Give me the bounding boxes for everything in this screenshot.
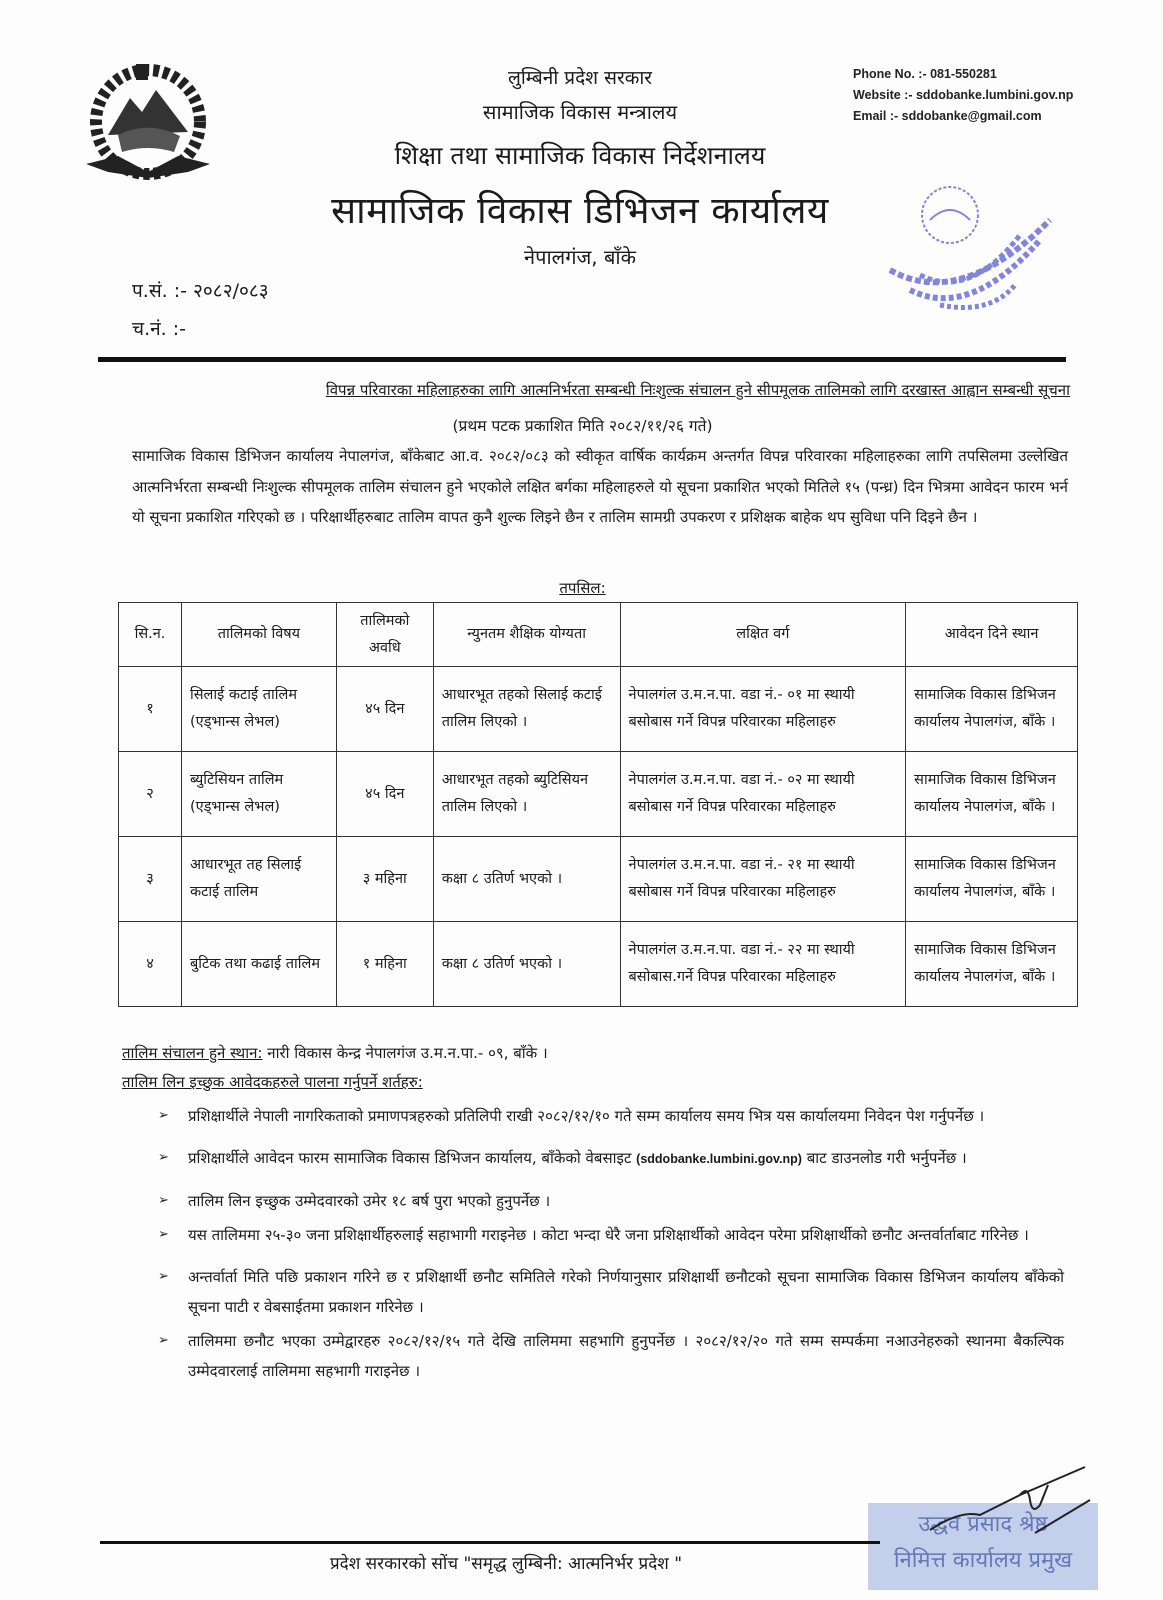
cell-application-place: सामाजिक विकास डिभिजन कार्यालय नेपालगंज, बाँके ।	[906, 752, 1078, 837]
col-header-target-group: लक्षित वर्ग	[620, 603, 906, 667]
cell-subject: आधारभूत तह सिलाई कटाई तालिम	[181, 837, 336, 922]
cell-duration: १ महिना	[336, 922, 433, 1007]
reference-number: प.सं. :- २०८२/०८३	[132, 280, 269, 302]
cell-duration: ४५ दिन	[336, 667, 433, 752]
cell-duration: ३ महिना	[336, 837, 433, 922]
table-header-row	[119, 603, 1078, 667]
arrow-bullet-icon: ➢	[158, 1193, 169, 1208]
dispatch-number: च.नं. :-	[132, 318, 186, 340]
cell-application-place: सामाजिक विकास डिभिजन कार्यालय नेपालगंज, बाँके ।	[906, 922, 1078, 1007]
table-row	[119, 837, 1078, 922]
table-row	[119, 752, 1078, 837]
training-venue-label: तालिम संचालन हुने स्थान:	[122, 1044, 263, 1062]
cell-duration: ४५ दिन	[336, 752, 433, 837]
term-text: प्रशिक्षार्थीले नेपाली नागरिकताको प्रमाणपत्रहरुको प्रतिलिपी राखी २०८२/१२/१० गते सम्म कार्यालय समय भित्र यस कार्यालयमा निवेदन पेश गर्नुपर्नेछ ।	[188, 1107, 985, 1125]
col-header-application-place: आवेदन दिने स्थान	[906, 603, 1078, 667]
cell-subject: बुटिक तथा कढाई तालिम	[181, 922, 336, 1007]
email-link[interactable]: Email :- sddobanke@gmail.com	[853, 109, 1042, 123]
term-text: अन्तर्वार्ता मिति पछि प्रकाशन गरिने छ र प्रशिक्षार्थी छनौट समितिले गरेको निर्णयानुसार प्रशिक्षार्थी छनौटको सूचना सामाजिक विकास डिभिजन कार्यालय बाँकेको सूचना पाटी र वेबसाईतमा प्रकाशन गरिनेछ ।	[188, 1268, 1064, 1316]
term-text: प्रशिक्षार्थीले आवेदन फारम सामाजिक विकास डिभिजन कार्यालय, बाँकेको वेबसाइट	[188, 1149, 637, 1167]
notice-body: सामाजिक विकास डिभिजन कार्यालय नेपालगंज, बाँकेबाट आ.व. २०८२/०८३ को स्वीकृत वार्षिक कार्यक्रम अन्तर्गत विपन्न परिवारका महिलाहरुका लागि तपसिलमा उल्लेखित आत्मनिर्भरता सम्बन्धी निःशुल्क सीपमूलक तालिम संचालन हुने भएकोले लक्षित बर्गका महिलाहरुले यो सूचना प्रकाशित भएको मितिले १५ (पन्ध्र) दिन भित्रमा आवेदन फारम भर्न यो सूचना प्रकाशित गरिएको छ । परिक्षार्थीहरुबाट तालिम वापत कुनै शुल्क लिइने छैन र तालिम सामग्री उपकरण र प्रशिक्षक बाहेक थप सुविधा पनि दिइने छैन ।	[132, 447, 1068, 526]
cell-application-place: सामाजिक विकास डिभिजन कार्यालय नेपालगंज, बाँके ।	[906, 667, 1078, 752]
signature-icon	[900, 1455, 1100, 1535]
list-item	[158, 1186, 1064, 1216]
website-link[interactable]: Website :- sddobanke.lumbini.gov.np	[853, 88, 1074, 102]
list-item	[158, 1262, 1064, 1322]
cell-sn: ४	[119, 922, 182, 1007]
table-row	[119, 922, 1078, 1007]
training-venue	[122, 1043, 548, 1063]
cell-qualification: कक्षा ८ उतिर्ण भएको ।	[433, 922, 620, 1007]
signatory-name: उद्धव प्रसाद श्रेष्ठ	[918, 1512, 1048, 1537]
training-schedule-table	[118, 602, 1078, 1007]
office-seal-stamp-icon	[880, 180, 1070, 330]
phone-number: Phone No. :- 081-550281	[853, 67, 997, 81]
first-published-date: (प्रथम पटक प्रकाशित मिति २०८२/११/२६ गते)	[452, 417, 713, 435]
training-venue-value: नारी विकास केन्द्र नेपालगंज उ.म.न.पा.- ०९, बाँके ।	[262, 1044, 548, 1062]
term-text: तालिममा छनौट भएका उम्मेद्वारहरु २०८२/१२/१५ गते देखि तालिममा सहभागि हुनुपर्नेछ । २०८२/१२/२० गते सम्म सम्पर्कमा नआउनेहरुको स्थानमा बैकल्पिक उम्मेदवारलाई तालिममा सहभागी गराइनेछ ।	[188, 1332, 1064, 1380]
arrow-bullet-icon: ➢	[158, 1227, 169, 1242]
table-row	[119, 667, 1078, 752]
list-item	[158, 1143, 1064, 1174]
cell-subject: ब्युटिसियन तालिम (एड्भान्स लेभल)	[181, 752, 336, 837]
cell-qualification: कक्षा ८ उतिर्ण भएको ।	[433, 837, 620, 922]
cell-target-group: नेपालगंल उ.म.न.पा. वडा नं.- २२ मा स्थायी बसोबास.गर्ने विपन्न परिवारका महिलाहरु	[620, 922, 906, 1007]
office-title: सामाजिक विकास डिभिजन कार्यालय	[331, 189, 829, 232]
contact-block	[853, 64, 1073, 127]
col-header-subject: तालिमको विषय	[181, 603, 336, 667]
cell-sn: २	[119, 752, 182, 837]
list-item	[158, 1220, 1064, 1250]
cell-target-group: नेपालगंल उ.म.न.पा. वडा नं.- २१ मा स्थायी बसोबास गर्ने विपन्न परिवारका महिलाहरु	[620, 837, 906, 922]
col-header-sn: सि.न.	[119, 603, 182, 667]
office-location: नेपालगंज, बाँके	[524, 245, 636, 269]
term-text: यस तालिममा २५-३० जना प्रशिक्षार्थीहरुलाई सहाभागी गराइनेछ । कोटा भन्दा धेरै जना प्रशिक्षार्थीको आवेदन परेमा प्रशिक्षार्थीको छनौट अन्तर्वार्ताबाट गरिनेछ ।	[188, 1226, 1029, 1244]
terms-list	[158, 1101, 1064, 1398]
list-item	[158, 1326, 1064, 1386]
ministry-heading: सामाजिक विकास मन्त्रालय	[482, 100, 678, 124]
list-item	[158, 1101, 1064, 1131]
term-text: तालिम लिन इच्छुक उम्मेदवारको उमेर १८ बर्ष पुरा भएको हुनुपर्नेछ ।	[188, 1192, 551, 1210]
header-divider	[98, 357, 1066, 362]
cell-target-group: नेपालगंल उ.म.न.पा. वडा नं.- ०१ मा स्थायी बसोबास गर्ने विपन्न परिवारका महिलाहरु	[620, 667, 906, 752]
cell-qualification: आधारभूत तहको ब्युटिसियन तालिम लिएको ।	[433, 752, 620, 837]
schedule-title: तपसिल:	[559, 579, 606, 597]
arrow-bullet-icon: ➢	[158, 1269, 169, 1284]
website-link[interactable]: (sddobanke.lumbini.gov.np)	[636, 1152, 802, 1166]
cell-subject: सिलाई कटाई तालिम (एड्भान्स लेभल)	[181, 667, 336, 752]
cell-sn: १	[119, 667, 182, 752]
terms-title: तालिम लिन इच्छुक आवेदकहरुले पालना गर्नुपर्ने शर्तहरु:	[122, 1073, 423, 1091]
signatory-title: निमित्त कार्यालय प्रमुख	[893, 1548, 1073, 1573]
footer-motto: प्रदेश सरकारको सोंच "समृद्ध लुम्बिनी: आत्मनिर्भर प्रदेश "	[330, 1554, 683, 1574]
cell-application-place: सामाजिक विकास डिभिजन कार्यालय नेपालगंज, बाँके ।	[906, 837, 1078, 922]
col-header-duration: तालिमको अवधि	[336, 603, 433, 667]
cell-qualification: आधारभूत तहको सिलाई कटाई तालिम लिएको ।	[433, 667, 620, 752]
arrow-bullet-icon: ➢	[158, 1150, 169, 1165]
cell-sn: ३	[119, 837, 182, 922]
arrow-bullet-icon: ➢	[158, 1108, 169, 1123]
footer-divider	[100, 1541, 880, 1544]
directorate-heading: शिक्षा तथा सामाजिक विकास निर्देशनालय	[394, 141, 766, 170]
term-text: बाट डाउनलोड गरी भर्नुपर्नेछ ।	[801, 1149, 967, 1167]
cell-target-group: नेपालगंल उ.म.न.पा. वडा नं.- ०२ मा स्थायी बसोबास गर्ने विपन्न परिवारका महिलाहरु	[620, 752, 906, 837]
nepal-government-emblem-icon	[78, 60, 218, 185]
province-government-heading: लुम्बिनी प्रदेश सरकार	[507, 67, 653, 89]
arrow-bullet-icon: ➢	[158, 1333, 169, 1348]
col-header-qualification: न्युनतम शैक्षिक योग्यता	[433, 603, 620, 667]
notice-subject: विपन्न परिवारका महिलाहरुका लागि आत्मनिर्भरता सम्बन्धी निःशुल्क संचालन हुने सीपमूलक तालिमको लागि दरखास्त आह्वान सम्बन्धी सूचना	[325, 381, 1070, 399]
